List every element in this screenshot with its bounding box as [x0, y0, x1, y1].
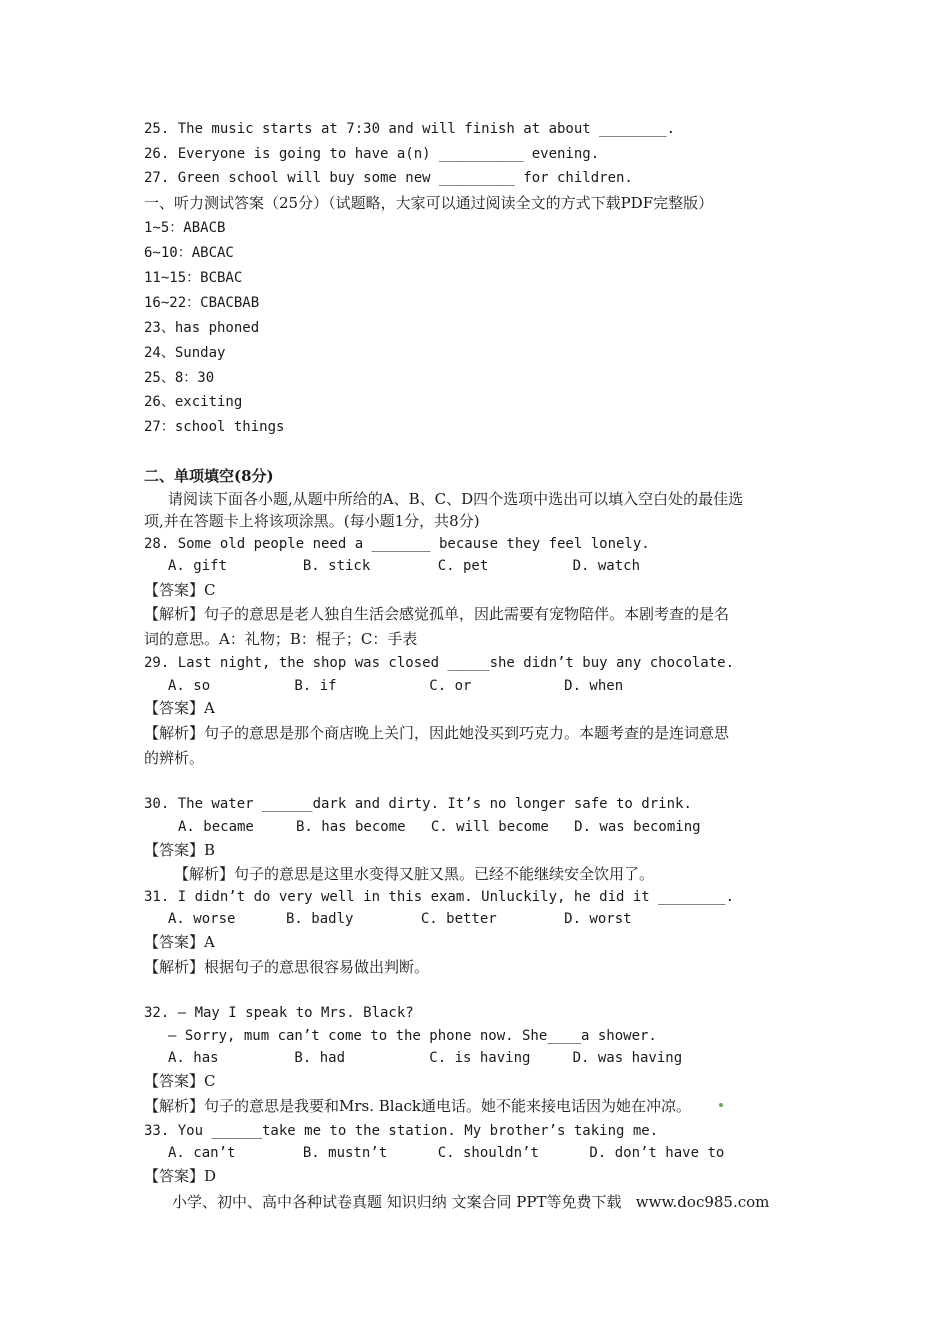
answer-31: 【答案】A — [144, 933, 215, 951]
question-29-options: A. so B. if C. or D. when — [168, 678, 624, 694]
answer-30: 【答案】B — [144, 841, 216, 859]
analysis-31: 【解析】根据句子的意思很容易做出判断。 — [144, 958, 430, 976]
analysis-29-line-2: 的辨析。 — [144, 749, 205, 767]
answer-24: 24、Sunday — [144, 345, 226, 361]
question-32-options: A. has B. had C. is having D. was having — [168, 1050, 683, 1066]
question-25: 25. The music starts at 7:30 and will finish at about ________. — [144, 121, 676, 137]
question-30: 30. The water ______dark and dirty. It’s no longer safe to drink. — [144, 796, 692, 812]
question-27: 27. Green school will buy some new _________ for children. — [144, 170, 633, 186]
answer-11-15: 11~15：BCBAC — [144, 270, 243, 286]
answer-1-5: 1~5：ABACB — [144, 220, 226, 236]
question-30-options: A. became B. has become C. will become D. was becoming — [178, 819, 701, 835]
analysis-30: 【解析】句子的意思是这里水变得又脏又黑。已经不能继续安全饮用了。 — [174, 865, 655, 883]
section-2-instruction-2: 项,并在答题卡上将该项涂黑。(每小题1分，共8分) — [144, 512, 480, 530]
answer-16-22: 16~22：CBACBAB — [144, 295, 260, 311]
question-28-options: A. gift B. stick C. pet D. watch — [168, 558, 641, 574]
answer-6-10: 6~10：ABCAC — [144, 245, 234, 261]
section-2-heading: 二、单项填空(8分) — [144, 467, 274, 485]
question-31: 31. I didn’t do very well in this exam. Unluckily, he did it ________. — [144, 889, 735, 905]
question-28: 28. Some old people need a _______ because they feel lonely. — [144, 536, 650, 552]
question-33-options: A. can’t B. mustn’t C. shouldn’t D. don’t have to — [168, 1145, 725, 1161]
question-26: 26. Everyone is going to have a(n) __________ evening. — [144, 146, 600, 162]
question-29: 29. Last night, the shop was closed _____she didn’t buy any chocolate. — [144, 655, 735, 671]
question-32-reply: — Sorry, mum can’t come to the phone now. She____a shower. — [168, 1028, 657, 1044]
analysis-28-line-2: 词的意思。A：礼物；B：棍子；C：手表 — [144, 630, 418, 648]
page-footer: 小学、初中、高中各种试卷真题 知识归纳 文案合同 PPT等免费下载 www.doc985.com — [172, 1193, 770, 1211]
answer-23: 23、has phoned — [144, 320, 260, 336]
question-31-options: A. worse B. badly C. better D. worst — [168, 911, 632, 927]
answer-29: 【答案】A — [144, 699, 215, 717]
analysis-32: 【解析】句子的意思是我要和Mrs. Black通电话。她不能来接电话因为她在冲凉。 — [144, 1097, 692, 1115]
stray-dot — [719, 1103, 723, 1107]
question-33: 33. You ______take me to the station. My brother’s taking me. — [144, 1123, 659, 1139]
analysis-29-line-1: 【解析】句子的意思是那个商店晚上关门，因此她没买到巧克力。本题考查的是连词意思 — [144, 724, 730, 742]
answer-27: 27：school things — [144, 419, 285, 435]
question-32: 32. — May I speak to Mrs. Black? — [144, 1005, 414, 1021]
answer-25: 25、8：30 — [144, 370, 215, 386]
section-1-heading: 一、听力测试答案（25分）（试题略，大家可以通过阅读全文的方式下载PDF完整版） — [144, 194, 714, 212]
answer-28: 【答案】C — [144, 581, 216, 599]
answer-33: 【答案】D — [144, 1167, 217, 1185]
answer-26: 26、exciting — [144, 394, 243, 410]
answer-32: 【答案】C — [144, 1072, 216, 1090]
section-2-instruction-1: 请阅读下面各小题,从题中所给的A、B、C、D四个选项中选出可以填入空白处的最佳选 — [168, 490, 744, 508]
analysis-28-line-1: 【解析】句子的意思是老人独自生活会感觉孤单，因此需要有宠物陪伴。本剧考查的是名 — [144, 605, 730, 623]
